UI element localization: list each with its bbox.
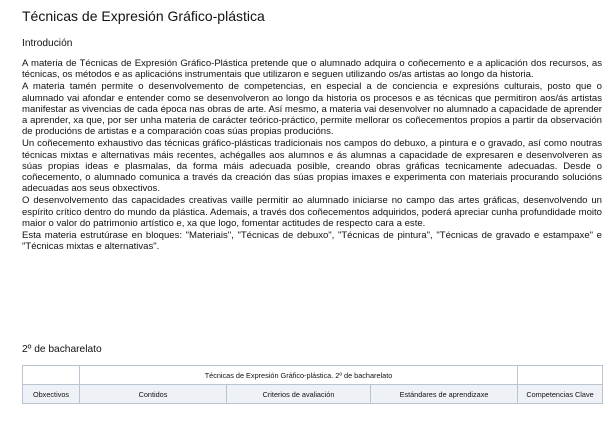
column-header-estandares: Estándares de aprendizaxe [371, 385, 518, 404]
curriculum-table [22, 365, 603, 404]
intro-heading: Introdución [22, 38, 73, 49]
column-header-competencias: Competencias Clave [518, 385, 603, 404]
table-caption: Técnicas de Expresión Gráfico-plástica. 2º de bacharelato [80, 366, 518, 385]
column-header-obxectivos: Obxectivos [23, 385, 80, 404]
paragraph: A materia de Técnicas de Expresión Gráfico-Plástica pretende que o alumnado adquira o coñecemento e a aplicación dos recursos, as técnicas, os métodos e as aplicacións instrumentais que utilizaron e seguen utilizando os/as artistas ao longo da historia. [22, 58, 602, 81]
table-cell-empty [518, 366, 603, 385]
paragraph: Esta materia estrutúrase en bloques: "Materiais", "Técnicas de debuxo", "Técnicas de pintura", "Técnicas de gravado e estampaxe" e "Técnicas mixtas e alternativas". [22, 230, 602, 253]
paragraph: Un coñecemento exhaustivo das técnicas gráfico-plásticas tradicionais nos campos do debuxo, a pintura e o gravado, así como noutras técnicas mixtas e alternativas máis recentes, achégalles aos alumnos e ás alumnas a capacidade de expresaren e desenvolveren as súas propias ideas e plasmalas, da forma máis adecuada posible, creando obras gráficas tecnicamente adecuadas. Desde o coñecemento, o alumnado comunica a través da creación das súas propias imaxes e experimenta con materiais procurando solucións adecuadas aos seus obxectivos. [22, 138, 602, 195]
intro-body [22, 58, 602, 252]
column-header-criterios: Criterios de avaliación [227, 385, 371, 404]
level-heading: 2º de bacharelato [22, 344, 102, 355]
paragraph: O desenvolvemento das capacidades creativas vaille permitir ao alumnado iniciarse no campo das artes gráficas, desenvolvendo un espírito crítico dentro do mundo da plástica. Ademais, a través dos coñecementos adquiridos, poderá apreciar cunha profundidade moito maior o valor do patrimonio artístico e, xa que logo, fomentar actitudes de respecto cara a este. [22, 195, 602, 229]
table-columns-row [23, 385, 603, 404]
document-title: Técnicas de Expresión Gráfico-plástica [22, 8, 265, 24]
column-header-contidos: Contidos [80, 385, 227, 404]
table-header-row [23, 366, 603, 385]
table-cell-empty [23, 366, 80, 385]
paragraph: A materia tamén permite o desenvolvemento de competencias, en especial a de conciencia e expresións culturais, posto que o alumnado vai afondar e entender como se desenvolveron ao longo da historia os procesos e as técnicas que permitiron aos/ás artistas manifestar as vivencias de cada época nas obras de arte. Así mesmo, a materia vai desenvolver no alumnado a capacidade de aprender a aprender, xa que, por ser unha materia de carácter teórico-práctico, permite mellorar os coñecementos propios a partir da observación de producións de artistas e a comparación coas súas propias producións. [22, 81, 602, 138]
